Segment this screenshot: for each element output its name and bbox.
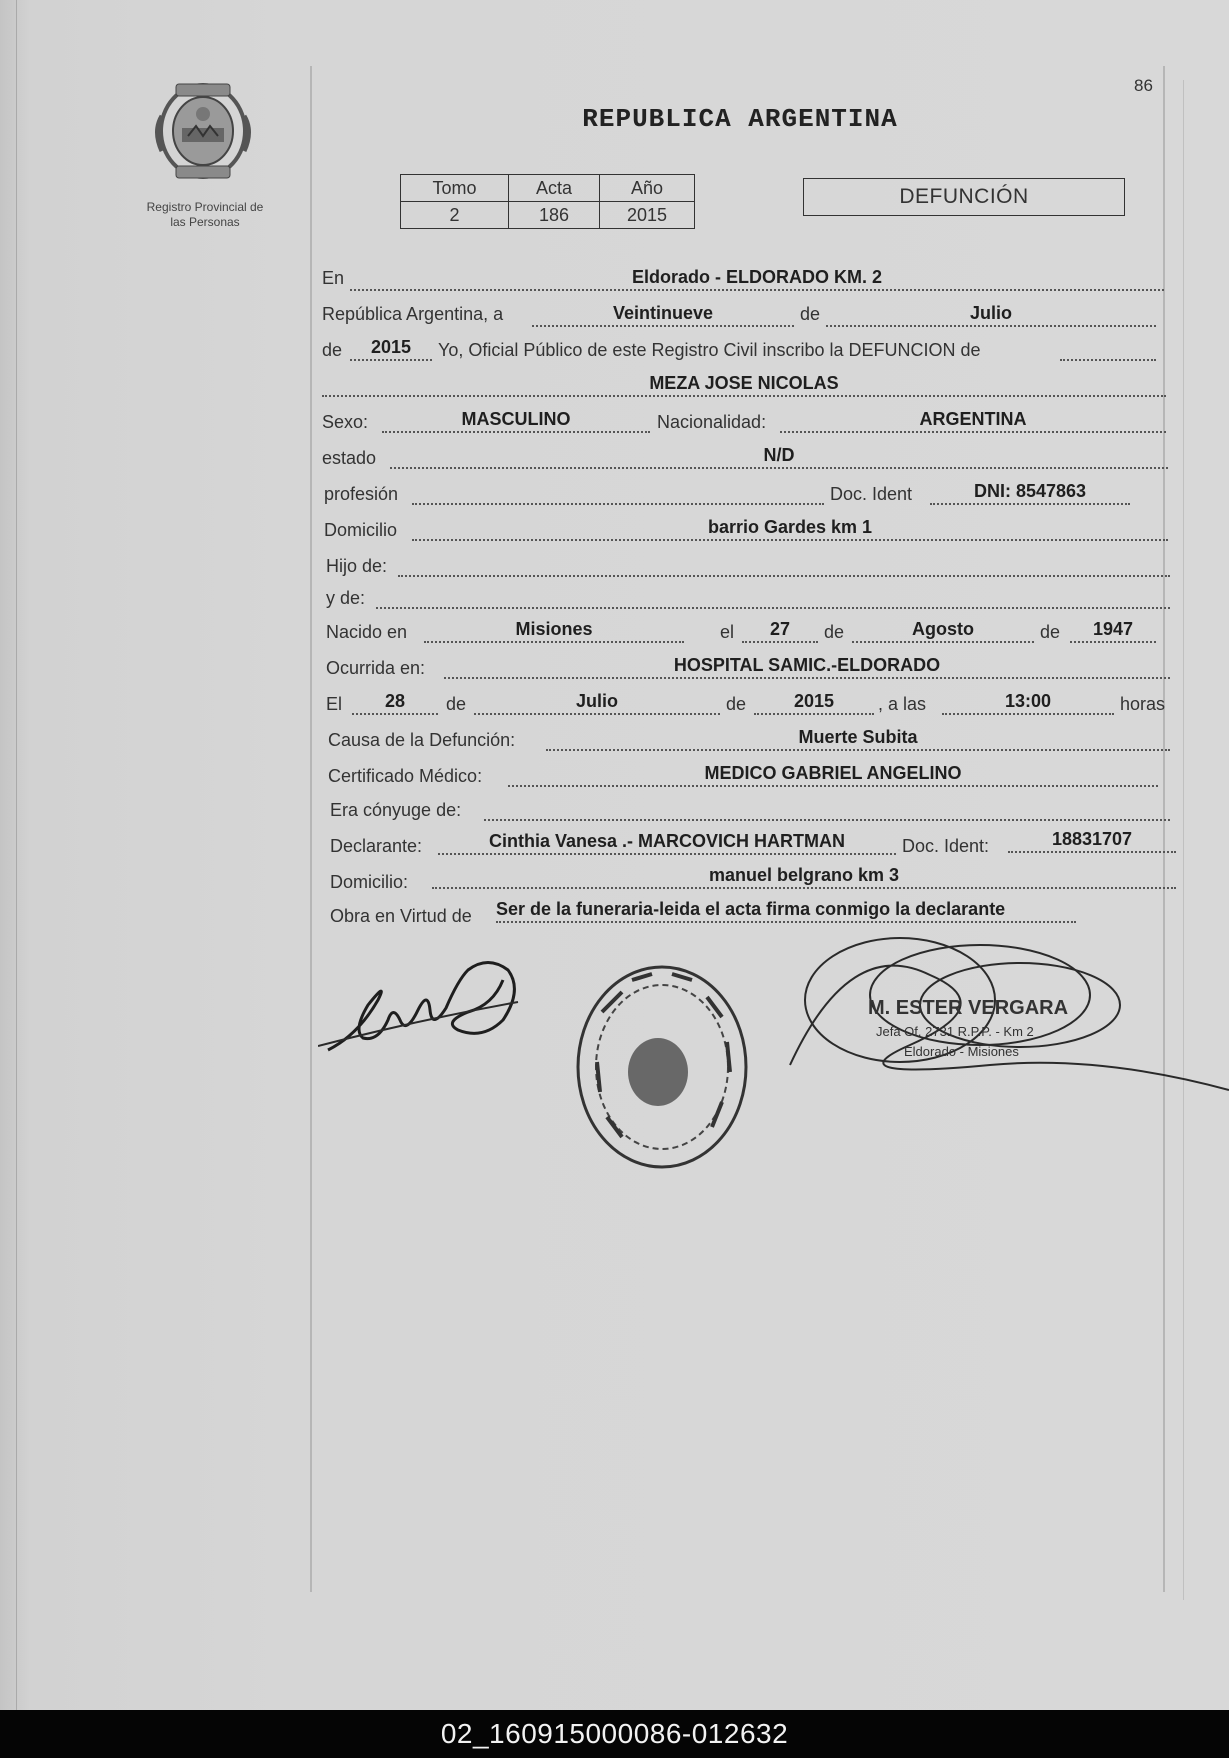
obra-field: Ser de la funeraria-leida el acta firma conmigo la declarante bbox=[496, 900, 1076, 923]
en-label: En bbox=[322, 268, 345, 288]
acta-value: 186 bbox=[509, 202, 600, 229]
certificado-field: MEDICO GABRIEL ANGELINO bbox=[508, 764, 1158, 787]
nacionalidad-field: ARGENTINA bbox=[780, 410, 1166, 433]
death-month-field: Julio bbox=[474, 692, 720, 715]
sexo-label: Sexo: bbox=[322, 412, 369, 432]
declarante-label: Declarante: bbox=[330, 836, 423, 856]
page-number: 86 bbox=[1134, 76, 1153, 95]
domicilio-field: barrio Gardes km 1 bbox=[412, 518, 1168, 541]
document-type-box: DEFUNCIÓN bbox=[803, 178, 1125, 216]
ano-value: 2015 bbox=[600, 202, 695, 229]
hijo-field bbox=[398, 554, 1170, 577]
declarante-doc-field: 18831707 bbox=[1008, 830, 1176, 853]
page-edge-line bbox=[16, 0, 17, 1710]
birth-year-field: 1947 bbox=[1070, 620, 1156, 643]
birth-de-label-1: de bbox=[824, 622, 845, 642]
de-label-1: de bbox=[800, 304, 821, 324]
causa-field: Muerte Subita bbox=[546, 728, 1170, 751]
estado-label: estado bbox=[322, 448, 377, 468]
oficial-text: Yo, Oficial Público de este Registro Civil inscribo la DEFUNCION de bbox=[438, 340, 981, 360]
hijo-label: Hijo de: bbox=[326, 556, 388, 576]
declarante-field: Cinthia Vanesa .- MARCOVICH HARTMAN bbox=[438, 832, 896, 855]
doc-ident-field: DNI: 8547863 bbox=[930, 482, 1130, 505]
death-de-label-2: de bbox=[726, 694, 747, 714]
declarante-domicilio-label: Domicilio: bbox=[330, 872, 409, 892]
nacionalidad-label: Nacionalidad: bbox=[657, 412, 767, 432]
birth-day-field: 27 bbox=[742, 620, 818, 643]
y-de-label: y de: bbox=[326, 588, 366, 608]
reference-table bbox=[400, 174, 695, 229]
death-time-field: 13:00 bbox=[942, 692, 1114, 715]
page-title: REPUBLICA ARGENTINA bbox=[582, 104, 898, 134]
declarante-domicilio-field: manuel belgrano km 3 bbox=[432, 866, 1176, 889]
acta-header: Acta bbox=[509, 175, 600, 202]
registry-line-2: las Personas bbox=[170, 215, 240, 229]
death-de-label-1: de bbox=[446, 694, 467, 714]
right-margin-line bbox=[1163, 66, 1165, 1592]
birth-month-field: Agosto bbox=[852, 620, 1034, 643]
obra-label: Obra en Virtud de bbox=[330, 906, 472, 926]
month-field: Julio bbox=[826, 304, 1156, 327]
tomo-value: 2 bbox=[401, 202, 509, 229]
profesion-label: profesión bbox=[324, 484, 399, 504]
place-field: Eldorado - ELDORADO KM. 2 bbox=[350, 268, 1164, 291]
registry-name bbox=[125, 200, 285, 230]
official-title: Jefa Of. 2731 R.P.P. - Km 2 bbox=[876, 1024, 1034, 1039]
barcode-id-footer: 02_160915000086-012632 bbox=[0, 1710, 1229, 1758]
conyuge-label: Era cónyuge de: bbox=[330, 800, 462, 820]
horas-label: horas bbox=[1120, 694, 1166, 714]
de-label-2: de bbox=[322, 340, 343, 360]
day-words-field: Veintinueve bbox=[532, 304, 794, 327]
estado-field: N/D bbox=[390, 446, 1168, 469]
page-edge-line-right bbox=[1183, 80, 1184, 1600]
el-label: el bbox=[720, 622, 735, 642]
birth-de-label-2: de bbox=[1040, 622, 1061, 642]
official-seal-stamp bbox=[562, 952, 762, 1182]
reference-value-row bbox=[401, 202, 695, 229]
province-crest-icon bbox=[148, 76, 258, 186]
death-el-label: El bbox=[326, 694, 343, 714]
tomo-header: Tomo bbox=[401, 175, 509, 202]
ano-header: Año bbox=[600, 175, 695, 202]
reference-header-row bbox=[401, 175, 695, 202]
year-field: 2015 bbox=[350, 338, 432, 361]
oficial-blank bbox=[1060, 338, 1156, 361]
doc-ident-label: Doc. Ident bbox=[830, 484, 913, 504]
a-las-label: , a las bbox=[878, 694, 927, 714]
nacido-field: Misiones bbox=[424, 620, 684, 643]
domicilio-label: Domicilio bbox=[324, 520, 398, 540]
official-place: Eldorado - Misiones bbox=[904, 1044, 1019, 1059]
profesion-field bbox=[412, 482, 824, 505]
sexo-field: MASCULINO bbox=[382, 410, 650, 433]
declarante-doc-label: Doc. Ident: bbox=[902, 836, 990, 856]
official-name: M. ESTER VERGARA bbox=[868, 997, 1069, 1019]
registry-line-1: Registro Provincial de bbox=[146, 200, 264, 214]
certificado-label: Certificado Médico: bbox=[328, 766, 483, 786]
conyuge-field bbox=[484, 798, 1170, 821]
ocurrida-label: Ocurrida en: bbox=[326, 658, 426, 678]
republica-label: República Argentina, a bbox=[322, 304, 504, 324]
left-margin-line bbox=[310, 66, 312, 1592]
death-day-field: 28 bbox=[352, 692, 438, 715]
nacido-label: Nacido en bbox=[326, 622, 408, 642]
ocurrida-field: HOSPITAL SAMIC.-ELDORADO bbox=[444, 656, 1170, 679]
y-de-field bbox=[376, 586, 1170, 609]
causa-label: Causa de la Defunción: bbox=[328, 730, 516, 750]
deceased-name-field: MEZA JOSE NICOLAS bbox=[322, 374, 1166, 397]
death-year-field: 2015 bbox=[754, 692, 874, 715]
declarant-signature bbox=[318, 950, 528, 1060]
